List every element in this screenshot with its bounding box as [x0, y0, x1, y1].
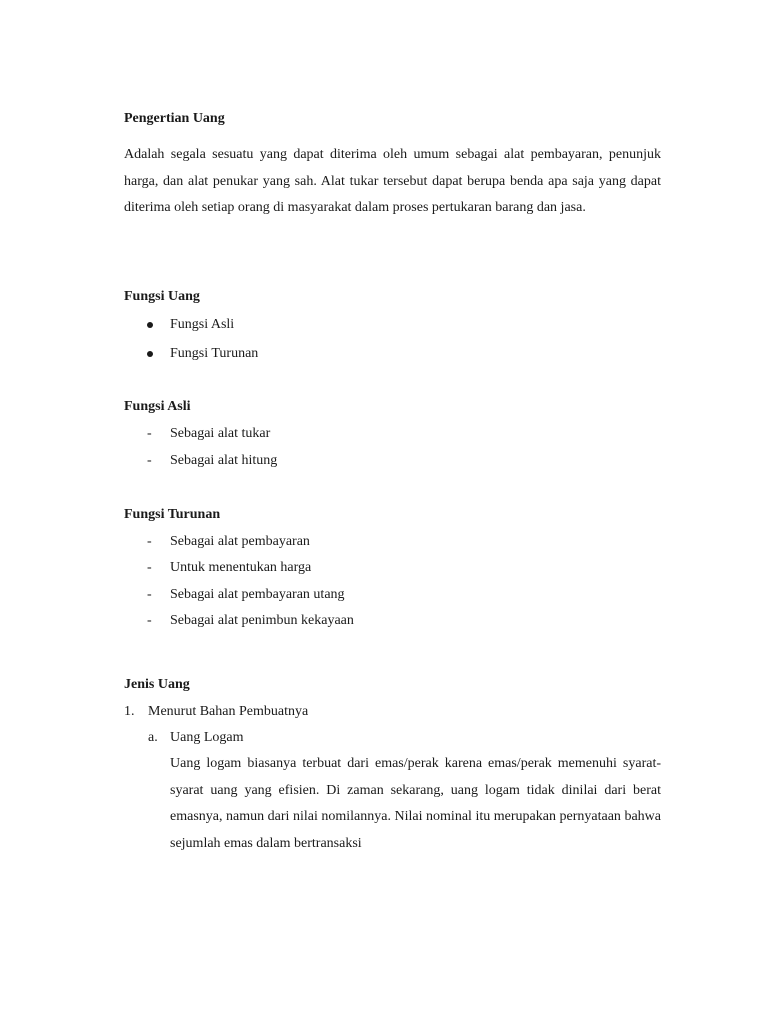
dash-marker: -	[147, 560, 152, 575]
list-item-text: Sebagai alat pembayaran	[170, 534, 310, 549]
dash-marker: -	[147, 426, 152, 441]
number-marker: 1.	[124, 704, 135, 719]
paragraph-pengertian-uang: Adalah segala sesuatu yang dapat diterima oleh umum sebagai alat pembayaran, penunjuk harga, dan alat penukar yang sah. Alat tukar tersebut dapat berupa benda apa saja yang dapat diterima oleh setiap orang di masyarakat dalam proses pertukaran barang dan jasa.	[124, 147, 661, 215]
heading-fungsi-asli: Fungsi Asli	[124, 399, 191, 414]
heading-fungsi-turunan: Fungsi Turunan	[124, 507, 221, 522]
dash-marker: -	[147, 613, 152, 628]
list-item-text: Fungsi Turunan	[170, 346, 259, 361]
lettered-item-text: Uang Logam	[170, 730, 244, 745]
heading-pengertian-uang: Pengertian Uang	[124, 111, 225, 126]
list-item-text: Sebagai alat pembayaran utang	[170, 587, 345, 602]
list-item-text: Sebagai alat penimbun kekayaan	[170, 613, 354, 628]
list-item-text: Fungsi Asli	[170, 317, 235, 332]
dash-marker: -	[147, 587, 152, 602]
numbered-item-text: Menurut Bahan Pembuatnya	[148, 704, 309, 719]
dash-marker: -	[147, 534, 152, 549]
letter-marker: a.	[148, 730, 158, 745]
bullet-icon	[147, 322, 153, 328]
dash-marker: -	[147, 453, 152, 468]
paragraph-uang-logam: Uang logam biasanya terbuat dari emas/perak karena emas/perak memenuhi syarat-syarat uang yang efisien. Di zaman sekarang, uang logam tidak dinilai dari berat emasnya, namun dari nilai nomilannya. Nilai nominal itu merupakan pernyataan bahwa sejumlah emas dalam bertransaksi	[170, 756, 661, 851]
bullet-icon	[147, 351, 153, 357]
heading-fungsi-uang: Fungsi Uang	[124, 289, 200, 304]
list-item-text: Sebagai alat tukar	[170, 426, 271, 441]
list-item-text: Untuk menentukan harga	[170, 560, 312, 575]
heading-jenis-uang: Jenis Uang	[124, 677, 190, 692]
list-item-text: Sebagai alat hitung	[170, 453, 278, 468]
